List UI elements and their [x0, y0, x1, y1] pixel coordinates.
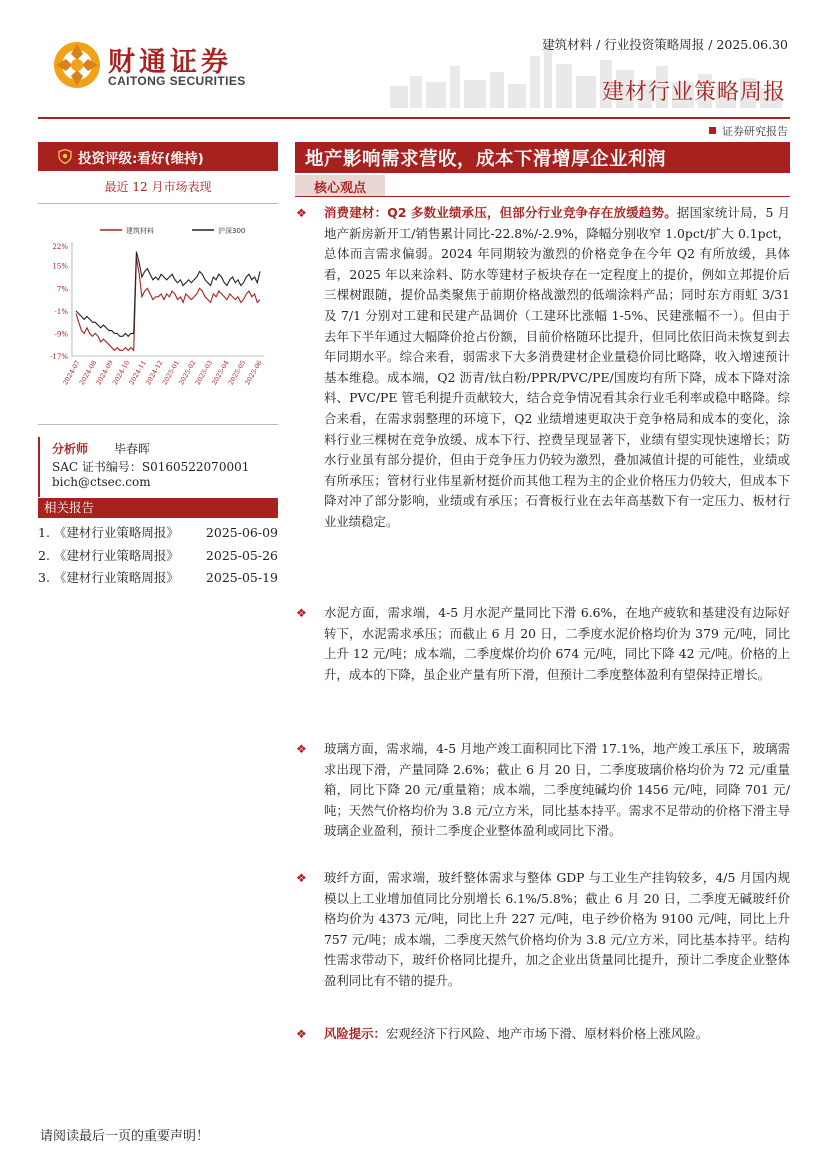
market-performance-chart	[38, 203, 278, 425]
y-tick-label: 22%	[52, 243, 68, 251]
brand-name-cn: 财通证券	[108, 47, 232, 78]
performance-title: 最近 12 月市场表现	[104, 180, 212, 194]
shield-icon	[58, 149, 72, 164]
diamond-bullet-icon: ❖	[296, 742, 307, 756]
main-title: 地产影响需求营收，成本下滑增厚企业利润	[295, 142, 790, 173]
x-tick-label: 2025-06	[243, 359, 264, 387]
rating-text: 投资评级:看好(维持)	[78, 150, 204, 167]
legend-label: 建筑材料	[126, 227, 154, 235]
y-tick-label: 15%	[52, 262, 68, 271]
x-tick-label: 2024-07	[61, 359, 82, 387]
y-tick-label: -9%	[54, 330, 68, 339]
paragraph-body: 据国家统计局，5 月地产新房新开工/销售累计同比-22.8%/-2.9%，降幅分别收窄 1.0pct/扩大 0.1pct，总体而言需求偏弱。2024 年同期较为激烈的价格竞争在今年 Q2 有所放缓，具体看，2025 年以来涂料、防水等建材子板块存在一定程度上的提价，例如立邦提价后三棵树跟随，提价品类聚焦于前期价格战激烈的低端涂料产品；同时东方雨虹 3/31 及 7/1 分别对工建和民建产品调价（工建环比涨幅 1-5%、民建涨幅不一）。但由于去年下半年通过大幅降价抢占份额，目前价格随环比提升，但同比依旧尚未恢复到去年同期水平。综合来看，弱需求下大多消费建材企业量稳价同比略降，收入增速预计基本维稳。成本端，Q2 沥青/钛白粉/PPR/PVC/PE/国废均有所下降，成本下降对涂料、PVC/PE 管毛利提升贡献较大，结合竞争情况看其余行业毛利率或稳中略降。综合来看，在需求弱整理的环境下，Q2 业绩增速更取决于竞争格局和成本的变化，涂料行业三棵树在竞争放缓、成本下行、控费呈现显著下，业绩有望实现快速增长；防水行业虽有部分提价，但由于竞争压力仍较为激烈，叠加减值计提的可能性，业绩或有所承压；管材行业伟星新材挺价而其他工程为主的企业价格压力仍较大，但成本下降对冲了部分影响，业绩或有承压；石膏板行业在去年高基数下有一定压力、板材行业业绩稳定。	[324, 205, 791, 529]
x-tick-label: 2024-12	[144, 359, 165, 387]
disclaimer-note: 请阅读最后一页的重要声明！	[40, 1129, 210, 1144]
analyst-accent-bar	[38, 437, 40, 497]
rating-banner	[38, 142, 278, 171]
risk-body: 宏观经济下行风险、地产市场下滑、原材料价格上涨风险。	[385, 1026, 709, 1041]
square-bullet-icon	[709, 127, 716, 134]
y-tick-label: -1%	[54, 307, 68, 316]
report-title: 建材行业策略周报	[601, 80, 786, 105]
related-report-item[interactable]	[38, 545, 278, 568]
doc-type	[709, 123, 788, 139]
related-report-title: 3. 《建材行业策略周报》	[38, 570, 179, 585]
related-report-item[interactable]	[38, 567, 278, 590]
x-tick-label: 2025-02	[177, 359, 198, 387]
related-report-date: 2025-05-26	[205, 547, 278, 563]
analyst-email[interactable]: bich@ctsec.com	[52, 475, 151, 489]
y-tick-label: -17%	[50, 353, 68, 361]
core-view-divider	[295, 196, 790, 197]
caitong-logo-icon	[52, 40, 102, 90]
diamond-bullet-icon: ❖	[296, 606, 307, 620]
series-line	[76, 252, 260, 337]
risk-lead: 风险提示：	[324, 1026, 386, 1041]
paragraph-consumer-materials	[324, 203, 790, 533]
header-meta: 建筑材料 / 行业投资策略周报 / 2025.06.30	[542, 37, 788, 52]
paragraph-cement: 水泥方面，需求端，4-5 月水泥产量同比下滑 6.6%，在地产疲软和基建没有边际好转下，水泥需求承压；而截止 6 月 20 日，二季度水泥价格均价为 379 元/吨，同比上升 12 元/吨；成本端，二季度煤价均价 674 元/吨，同比下降 42 元/吨。价格的上升，成本的下降，虽企业产量有所下滑，但预计二季度整体盈利有望保持正增长。	[324, 605, 790, 682]
paragraph-lead: 消费建材：Q2 多数业绩承压，但部分行业竞争存在放缓趋势。	[324, 205, 677, 220]
brand-name-en: CAITONG SECURITIES	[108, 74, 246, 88]
diamond-bullet-icon: ❖	[296, 871, 307, 885]
y-tick-label: 7%	[56, 285, 68, 294]
analyst-sac: SAC 证书编号：S0160522070001	[52, 460, 250, 474]
paragraph-glass: 玻璃方面，需求端，4-5 月地产竣工面积同比下滑 17.1%，地产竣工承压下，玻璃需求出现下滑，产量同降 2.6%；截止 6 月 20 日，二季度玻璃价格均价为 72 元/重量箱，同比下降 20 元/重量箱；成本端，二季度纯碱均价 1456 元/吨，同降 701 元/吨；天然气价格均价为 3.8 元/立方米，同比基本持平。需求不足带动的价格下滑主导玻璃企业盈利，预计二季度企业整体盈利或同比下滑。	[324, 741, 790, 839]
x-tick-label: 2024-10	[110, 359, 132, 387]
x-tick-label: 2024-08	[77, 359, 99, 387]
paragraph-fiberglass: 玻纤方面，需求端，玻纤整体需求与整体 GDP 与工业生产挂钩较多，4/5 月国内规模以上工业增加值同比分别增长 6.1%/5.8%；截止 6 月 20 日，二季度无碱玻纤价格均价为 4373 元/吨，同比上升 227 元/吨，电子纱价格为 9100 元/吨，同比上升 757 元/吨；成本端，二季度天然气价格均价为 3.8 元/立方米，同比基本持平。结构性需求带动下，玻纤价格同比提升，加之企业出货量同比提升，预计二季度企业整体盈利同比有不错的提升。	[324, 870, 790, 988]
related-report-date: 2025-05-19	[205, 570, 278, 585]
x-tick-label: 2025-04	[210, 359, 231, 387]
diamond-bullet-icon: ❖	[296, 1027, 307, 1041]
x-tick-label: 2025-03	[193, 359, 215, 387]
paragraph-risk	[324, 1024, 790, 1045]
related-report-date: 2025-06-09	[205, 525, 278, 540]
series-line	[76, 257, 260, 350]
doc-type-label: 证券研究报告	[722, 125, 788, 138]
related-report-title: 2. 《建材行业策略周报》	[38, 547, 179, 563]
related-reports-heading: 相关报告	[38, 498, 278, 518]
diamond-bullet-icon: ❖	[296, 206, 307, 220]
analyst-name: 毕春晖	[114, 442, 151, 456]
header-divider	[38, 117, 790, 119]
related-reports-list	[38, 522, 278, 590]
related-report-item[interactable]	[38, 522, 278, 545]
x-tick-label: 2024-09	[94, 359, 115, 387]
core-view-tab: 核心观点	[295, 175, 385, 197]
x-tick-label: 2024-11	[127, 359, 148, 387]
chart-svg	[38, 204, 278, 426]
legend-label: 沪深300	[218, 227, 246, 235]
analyst-label: 分析师	[52, 442, 89, 456]
related-report-title: 1. 《建材行业策略周报》	[38, 525, 179, 540]
x-tick-label: 2025-05	[226, 359, 248, 387]
x-tick-label: 2025-01	[160, 359, 182, 387]
